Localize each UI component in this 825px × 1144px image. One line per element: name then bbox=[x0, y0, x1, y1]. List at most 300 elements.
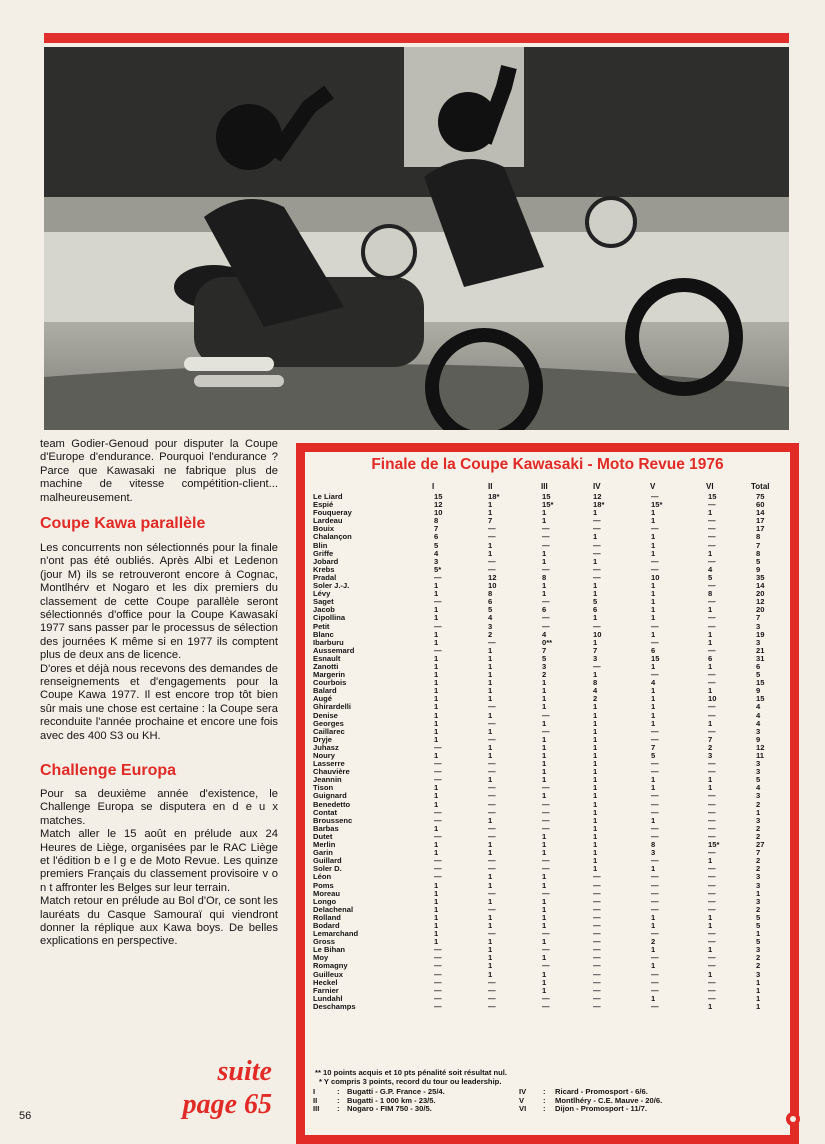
points-cell: 1 bbox=[593, 718, 598, 728]
col-header: IV bbox=[593, 482, 601, 491]
points-cell: 1 bbox=[434, 751, 439, 760]
points-cell: 12 bbox=[488, 572, 497, 582]
points-cell: — bbox=[708, 888, 716, 898]
points-cell: — bbox=[651, 953, 659, 963]
total-cell: 3 bbox=[756, 767, 761, 777]
rider-name: Chalançon bbox=[313, 532, 352, 542]
points-cell: 1 bbox=[708, 508, 713, 518]
points-cell: 7 bbox=[708, 734, 713, 744]
table-row bbox=[305, 687, 790, 695]
table-row bbox=[305, 1003, 790, 1011]
points-cell: — bbox=[542, 540, 550, 550]
points-cell: 15* bbox=[651, 500, 663, 510]
table-row bbox=[305, 914, 790, 922]
points-cell: — bbox=[434, 815, 442, 825]
points-cell: 5* bbox=[434, 564, 442, 574]
rider-name: Benedetto bbox=[313, 799, 351, 809]
points-cell: 1 bbox=[434, 629, 439, 639]
table-row bbox=[305, 728, 790, 736]
points-cell: 6 bbox=[488, 597, 493, 607]
total-cell: 14 bbox=[756, 508, 765, 518]
col-header: II bbox=[488, 482, 493, 491]
points-cell: 1 bbox=[488, 912, 493, 922]
points-cell: — bbox=[434, 864, 442, 874]
note: ** 10 points acquis et 10 pts pénalité soit résultat nul. bbox=[315, 1068, 508, 1077]
points-cell: 1 bbox=[542, 767, 547, 777]
rider-name: Lardeau bbox=[313, 516, 343, 526]
points-cell: — bbox=[593, 993, 601, 1003]
points-cell: 8 bbox=[542, 572, 547, 582]
rider-name: Dutet bbox=[313, 831, 333, 841]
points-cell: 1 bbox=[651, 920, 656, 930]
total-cell: 35 bbox=[756, 572, 765, 582]
points-cell: — bbox=[651, 556, 659, 566]
table-row bbox=[305, 752, 790, 760]
points-cell: — bbox=[651, 831, 659, 841]
points-cell: — bbox=[434, 977, 442, 987]
points-cell: — bbox=[708, 532, 716, 542]
points-cell: 10 bbox=[434, 508, 443, 518]
points-cell: 1 bbox=[488, 548, 493, 558]
points-cell: — bbox=[488, 734, 496, 744]
points-cell: 1 bbox=[651, 629, 656, 639]
total-cell: 17 bbox=[756, 516, 765, 526]
points-cell: 1 bbox=[488, 896, 493, 906]
col-header: V bbox=[650, 482, 656, 491]
points-cell: 1 bbox=[434, 718, 439, 728]
rider-name: Poms bbox=[313, 880, 334, 890]
rider-name: Le Bihan bbox=[313, 945, 346, 955]
points-cell: — bbox=[434, 807, 442, 817]
points-cell: 1 bbox=[542, 508, 547, 518]
points-cell: — bbox=[488, 929, 496, 939]
rider-name: Saget bbox=[313, 597, 334, 607]
total-cell: 8 bbox=[756, 532, 761, 542]
points-cell: 4 bbox=[651, 678, 656, 688]
points-cell: 1 bbox=[651, 783, 656, 793]
points-cell: — bbox=[708, 597, 716, 607]
rider-name: Romagny bbox=[313, 961, 348, 971]
points-cell: — bbox=[651, 524, 659, 534]
points-cell: 1 bbox=[488, 961, 493, 971]
points-cell: 2 bbox=[488, 629, 493, 639]
points-cell: 1 bbox=[708, 920, 713, 930]
points-cell: — bbox=[488, 532, 496, 542]
points-cell: 1 bbox=[542, 831, 547, 841]
legend-text: : bbox=[543, 1095, 546, 1105]
table-row bbox=[305, 906, 790, 914]
section-heading-coupe-kawa: Coupe Kawa parallèle bbox=[40, 515, 206, 532]
legend-text: IV bbox=[519, 1087, 527, 1097]
points-cell: 1 bbox=[542, 977, 547, 987]
points-cell: 1 bbox=[651, 597, 656, 607]
points-cell: — bbox=[651, 969, 659, 979]
points-cell: 6 bbox=[542, 605, 547, 615]
points-cell: — bbox=[708, 678, 716, 688]
table-row bbox=[305, 979, 790, 987]
points-cell: — bbox=[542, 597, 550, 607]
points-cell: 1 bbox=[651, 613, 656, 623]
total-cell: 31 bbox=[756, 653, 765, 663]
points-cell: — bbox=[434, 572, 442, 582]
rider-name: Noury bbox=[313, 751, 335, 760]
rider-name: Tison bbox=[313, 783, 334, 793]
table-row bbox=[305, 671, 790, 679]
points-cell: — bbox=[651, 726, 659, 736]
rider-name: Delachenal bbox=[313, 904, 354, 914]
rider-name: Moreau bbox=[313, 888, 341, 898]
points-cell: — bbox=[488, 637, 496, 647]
points-cell: — bbox=[708, 670, 716, 680]
points-cell: 1 bbox=[651, 605, 656, 615]
rider-name: Caillarec bbox=[313, 726, 345, 736]
points-cell: 1 bbox=[542, 904, 547, 914]
points-cell: 1 bbox=[488, 653, 493, 663]
legend-text: Nogaro - FIM 750 - 30/5. bbox=[347, 1104, 432, 1114]
points-cell: — bbox=[593, 945, 601, 955]
points-cell: — bbox=[651, 880, 659, 890]
points-cell: — bbox=[488, 888, 496, 898]
total-cell: 19 bbox=[756, 629, 765, 639]
points-cell: 1 bbox=[434, 880, 439, 890]
points-cell: 5 bbox=[708, 572, 713, 582]
points-cell: — bbox=[593, 953, 601, 963]
total-cell: 11 bbox=[756, 751, 765, 760]
total-cell: 1 bbox=[756, 993, 761, 1003]
rider-name: Augé bbox=[313, 694, 332, 704]
points-cell: — bbox=[651, 807, 659, 817]
points-cell: — bbox=[708, 702, 716, 712]
points-cell: 1 bbox=[488, 969, 493, 979]
rider-name: Soler J.-J. bbox=[313, 581, 350, 591]
points-cell: — bbox=[434, 775, 442, 785]
rider-name: Guillard bbox=[313, 856, 342, 866]
points-cell: — bbox=[542, 929, 550, 939]
points-cell: 1 bbox=[651, 864, 656, 874]
points-cell: — bbox=[593, 904, 601, 914]
points-cell: — bbox=[593, 937, 601, 947]
col-header: VI bbox=[706, 482, 714, 491]
points-cell: — bbox=[593, 920, 601, 930]
points-cell: 3 bbox=[488, 621, 493, 631]
points-cell: 1 bbox=[593, 670, 598, 680]
rider-name: Gross bbox=[313, 937, 335, 947]
col-header: III bbox=[541, 482, 548, 491]
total-cell: 3 bbox=[756, 621, 761, 631]
points-cell: 1 bbox=[593, 556, 598, 566]
points-cell: — bbox=[488, 702, 496, 712]
points-cell: 1 bbox=[542, 775, 547, 785]
total-cell: 3 bbox=[756, 896, 761, 906]
table-row bbox=[305, 760, 790, 768]
points-cell: 15* bbox=[708, 840, 720, 850]
points-cell: — bbox=[593, 880, 601, 890]
points-cell: 1 bbox=[542, 734, 547, 744]
rider-name: Contat bbox=[313, 807, 338, 817]
points-cell: 1 bbox=[542, 742, 547, 752]
points-cell: 1 bbox=[593, 710, 598, 720]
table-row bbox=[305, 663, 790, 671]
rider-name: Garin bbox=[313, 848, 333, 858]
table-row bbox=[305, 784, 790, 792]
points-cell: 1 bbox=[708, 945, 713, 955]
total-cell: 2 bbox=[756, 856, 761, 866]
points-cell: 1 bbox=[542, 985, 547, 995]
table-row bbox=[305, 509, 790, 517]
points-cell: — bbox=[434, 961, 442, 971]
points-cell: 1 bbox=[651, 581, 656, 591]
total-cell: 8 bbox=[756, 548, 761, 558]
points-cell: — bbox=[593, 548, 601, 558]
points-cell: 7 bbox=[542, 645, 547, 655]
legend-text: : bbox=[337, 1095, 340, 1105]
total-cell: 2 bbox=[756, 831, 761, 841]
points-cell: 15 bbox=[651, 653, 660, 663]
points-cell: — bbox=[651, 896, 659, 906]
points-cell: — bbox=[488, 904, 496, 914]
points-cell: 1 bbox=[434, 605, 439, 615]
total-cell: 2 bbox=[756, 823, 761, 833]
points-cell: — bbox=[708, 953, 716, 963]
points-cell: — bbox=[651, 856, 659, 866]
total-cell: 3 bbox=[756, 945, 761, 955]
rider-name: Cipollina bbox=[313, 613, 346, 623]
points-cell: 6 bbox=[593, 605, 598, 615]
points-cell: 8 bbox=[651, 840, 656, 850]
total-cell: 17 bbox=[756, 524, 765, 534]
total-cell: 9 bbox=[756, 564, 761, 574]
points-cell: 3 bbox=[708, 751, 713, 760]
points-cell: — bbox=[593, 1001, 601, 1011]
points-cell: 10 bbox=[651, 572, 660, 582]
points-cell: — bbox=[593, 969, 601, 979]
points-cell: — bbox=[593, 872, 601, 882]
points-cell: 1 bbox=[434, 799, 439, 809]
points-cell: 4 bbox=[542, 629, 547, 639]
total-cell: 1 bbox=[756, 929, 761, 939]
points-cell: — bbox=[542, 613, 550, 623]
points-cell: 1 bbox=[488, 508, 493, 518]
legend-text: VI bbox=[519, 1104, 527, 1114]
points-cell: — bbox=[708, 823, 716, 833]
points-cell: 1 bbox=[593, 726, 598, 736]
points-cell: — bbox=[434, 597, 442, 607]
total-cell: 4 bbox=[756, 718, 761, 728]
points-cell: 1 bbox=[434, 670, 439, 680]
total-cell: 7 bbox=[756, 613, 761, 623]
points-cell: 4 bbox=[593, 686, 598, 696]
points-cell: 1 bbox=[488, 937, 493, 947]
points-cell: 1 bbox=[434, 653, 439, 663]
points-cell: 1 bbox=[593, 767, 598, 777]
points-cell: 1 bbox=[542, 759, 547, 769]
points-cell: — bbox=[708, 937, 716, 947]
points-cell: — bbox=[542, 815, 550, 825]
points-cell: — bbox=[542, 945, 550, 955]
points-cell: 1 bbox=[434, 848, 439, 858]
table-row bbox=[305, 550, 790, 558]
total-cell: 1 bbox=[756, 888, 761, 898]
points-cell: 1 bbox=[434, 904, 439, 914]
points-cell: 1 bbox=[434, 912, 439, 922]
points-cell: 1 bbox=[593, 783, 598, 793]
points-cell: 1 bbox=[708, 605, 713, 615]
points-cell: — bbox=[434, 856, 442, 866]
rider-name: Georges bbox=[313, 718, 344, 728]
points-cell: — bbox=[708, 613, 716, 623]
points-cell: — bbox=[708, 540, 716, 550]
points-cell: 7 bbox=[488, 516, 493, 526]
points-cell: 1 bbox=[708, 775, 713, 785]
rider-name: Margerin bbox=[313, 670, 346, 680]
points-cell: — bbox=[708, 848, 716, 858]
points-cell: — bbox=[708, 815, 716, 825]
points-cell: 1 bbox=[542, 702, 547, 712]
points-cell: — bbox=[488, 985, 496, 995]
points-cell: — bbox=[708, 977, 716, 987]
points-cell: 1 bbox=[593, 840, 598, 850]
points-cell: 15* bbox=[542, 500, 554, 510]
points-cell: 1 bbox=[434, 686, 439, 696]
points-cell: 1 bbox=[488, 815, 493, 825]
legend-text: III bbox=[313, 1104, 320, 1114]
points-cell: — bbox=[434, 872, 442, 882]
rider-name: Griffe bbox=[313, 548, 334, 558]
total-cell: 12 bbox=[756, 742, 765, 752]
points-cell: 1 bbox=[488, 726, 493, 736]
section-body-coupe-kawa: Les concurrents non sélectionnés pour la finale n'ont pas été oubliés. Après Albi et Ledenon (jour M) ils se retrouveront encore à Cognac, Montlhérv et Nogaro et les dix premiers du classement de cette Coupe parallèle seront sélectionnés d'office pour la Coupe Kawasakí 1977 sans passer par le processus de sélection des journées K même si en 1977 ils comptent plus de deux ans de licence. D'ores et déjà nous recevons des demandes de renseignements et d'engagements pour la Coupe Kawa 1977. Il est encore trop tôt bien sûr mais une chose est certaine : la Coupe sera reconduite l'année prochaine et encore une fois avec des 400 S3 ou KH. bbox=[40, 542, 278, 742]
points-cell: 1 bbox=[651, 540, 656, 550]
rider-name: Blanc bbox=[313, 629, 334, 639]
points-cell: 1 bbox=[542, 678, 547, 688]
table-row bbox=[305, 898, 790, 906]
points-cell: 1 bbox=[708, 912, 713, 922]
total-cell: 5 bbox=[756, 920, 761, 930]
points-cell: — bbox=[708, 524, 716, 534]
points-cell: 1 bbox=[708, 969, 713, 979]
points-cell: — bbox=[708, 645, 716, 655]
points-cell: — bbox=[434, 645, 442, 655]
points-cell: 15 bbox=[542, 492, 551, 501]
points-cell: — bbox=[434, 759, 442, 769]
points-cell: 1 bbox=[593, 734, 598, 744]
points-cell: — bbox=[651, 872, 659, 882]
points-cell: — bbox=[488, 556, 496, 566]
points-cell: 1 bbox=[593, 613, 598, 623]
points-cell: — bbox=[488, 791, 496, 801]
total-cell: 12 bbox=[756, 597, 765, 607]
points-cell: 1 bbox=[542, 686, 547, 696]
points-cell: 1 bbox=[593, 856, 598, 866]
points-cell: 1 bbox=[434, 929, 439, 939]
points-cell: 2 bbox=[542, 670, 547, 680]
race-photo bbox=[44, 47, 789, 430]
points-cell: 1 bbox=[651, 702, 656, 712]
points-cell: 1 bbox=[593, 759, 598, 769]
points-cell: — bbox=[708, 872, 716, 882]
points-cell: 1 bbox=[542, 751, 547, 760]
points-cell: 1 bbox=[488, 880, 493, 890]
points-cell: — bbox=[708, 904, 716, 914]
points-cell: — bbox=[542, 524, 550, 534]
points-cell: 1 bbox=[593, 823, 598, 833]
rider-name: Broussenc bbox=[313, 815, 353, 825]
points-cell: 1 bbox=[708, 783, 713, 793]
points-cell: 1 bbox=[488, 840, 493, 850]
points-cell: 1 bbox=[542, 880, 547, 890]
points-cell: 1 bbox=[542, 912, 547, 922]
points-cell: 4 bbox=[708, 564, 713, 574]
points-cell: — bbox=[542, 710, 550, 720]
points-cell: — bbox=[434, 621, 442, 631]
table-row bbox=[305, 841, 790, 849]
points-cell: 1 bbox=[651, 532, 656, 542]
points-cell: 8 bbox=[708, 589, 713, 599]
points-cell: 1 bbox=[651, 589, 656, 599]
total-cell: 5 bbox=[756, 912, 761, 922]
legend-text: V bbox=[519, 1095, 525, 1105]
points-cell: 1 bbox=[434, 734, 439, 744]
points-cell: — bbox=[434, 831, 442, 841]
points-cell: 7 bbox=[651, 742, 656, 752]
points-cell: — bbox=[708, 929, 716, 939]
points-cell: 1 bbox=[542, 937, 547, 947]
col-header: Total bbox=[751, 482, 770, 491]
total-cell: 6 bbox=[756, 661, 761, 671]
table-row bbox=[305, 501, 790, 509]
points-cell: 1 bbox=[488, 848, 493, 858]
points-cell: 1 bbox=[593, 742, 598, 752]
points-cell: — bbox=[593, 896, 601, 906]
points-cell: 1 bbox=[708, 686, 713, 696]
total-cell: 20 bbox=[756, 589, 765, 599]
table-row bbox=[305, 962, 790, 970]
points-cell: 1 bbox=[593, 807, 598, 817]
total-cell: 2 bbox=[756, 953, 761, 963]
rider-name: Juhasz bbox=[313, 742, 339, 752]
points-cell: — bbox=[708, 896, 716, 906]
points-cell: — bbox=[651, 791, 659, 801]
total-cell: 15 bbox=[756, 694, 765, 704]
total-cell: 1 bbox=[756, 985, 761, 995]
points-cell: — bbox=[542, 864, 550, 874]
points-cell: 3 bbox=[434, 556, 439, 566]
points-cell: 1 bbox=[542, 516, 547, 526]
points-cell: 7 bbox=[434, 524, 439, 534]
points-cell: 15 bbox=[708, 492, 717, 501]
points-cell: — bbox=[651, 734, 659, 744]
total-cell: 3 bbox=[756, 880, 761, 890]
points-cell: 1 bbox=[593, 581, 598, 591]
points-cell: — bbox=[651, 767, 659, 777]
rider-name: Lemarchand bbox=[313, 929, 359, 939]
points-cell: — bbox=[651, 799, 659, 809]
table-row bbox=[305, 736, 790, 744]
rider-name: Ibarburu bbox=[313, 637, 344, 647]
points-cell: — bbox=[488, 831, 496, 841]
rider-name: Esnault bbox=[313, 653, 341, 663]
rider-name: Guilleux bbox=[313, 969, 343, 979]
points-cell: 1 bbox=[434, 783, 439, 793]
points-cell: — bbox=[488, 564, 496, 574]
points-cell: — bbox=[593, 621, 601, 631]
table-row bbox=[305, 679, 790, 687]
points-cell: 5 bbox=[488, 605, 493, 615]
points-cell: — bbox=[488, 977, 496, 987]
points-cell: — bbox=[708, 864, 716, 874]
total-cell: 2 bbox=[756, 904, 761, 914]
points-cell: 5 bbox=[434, 540, 439, 550]
